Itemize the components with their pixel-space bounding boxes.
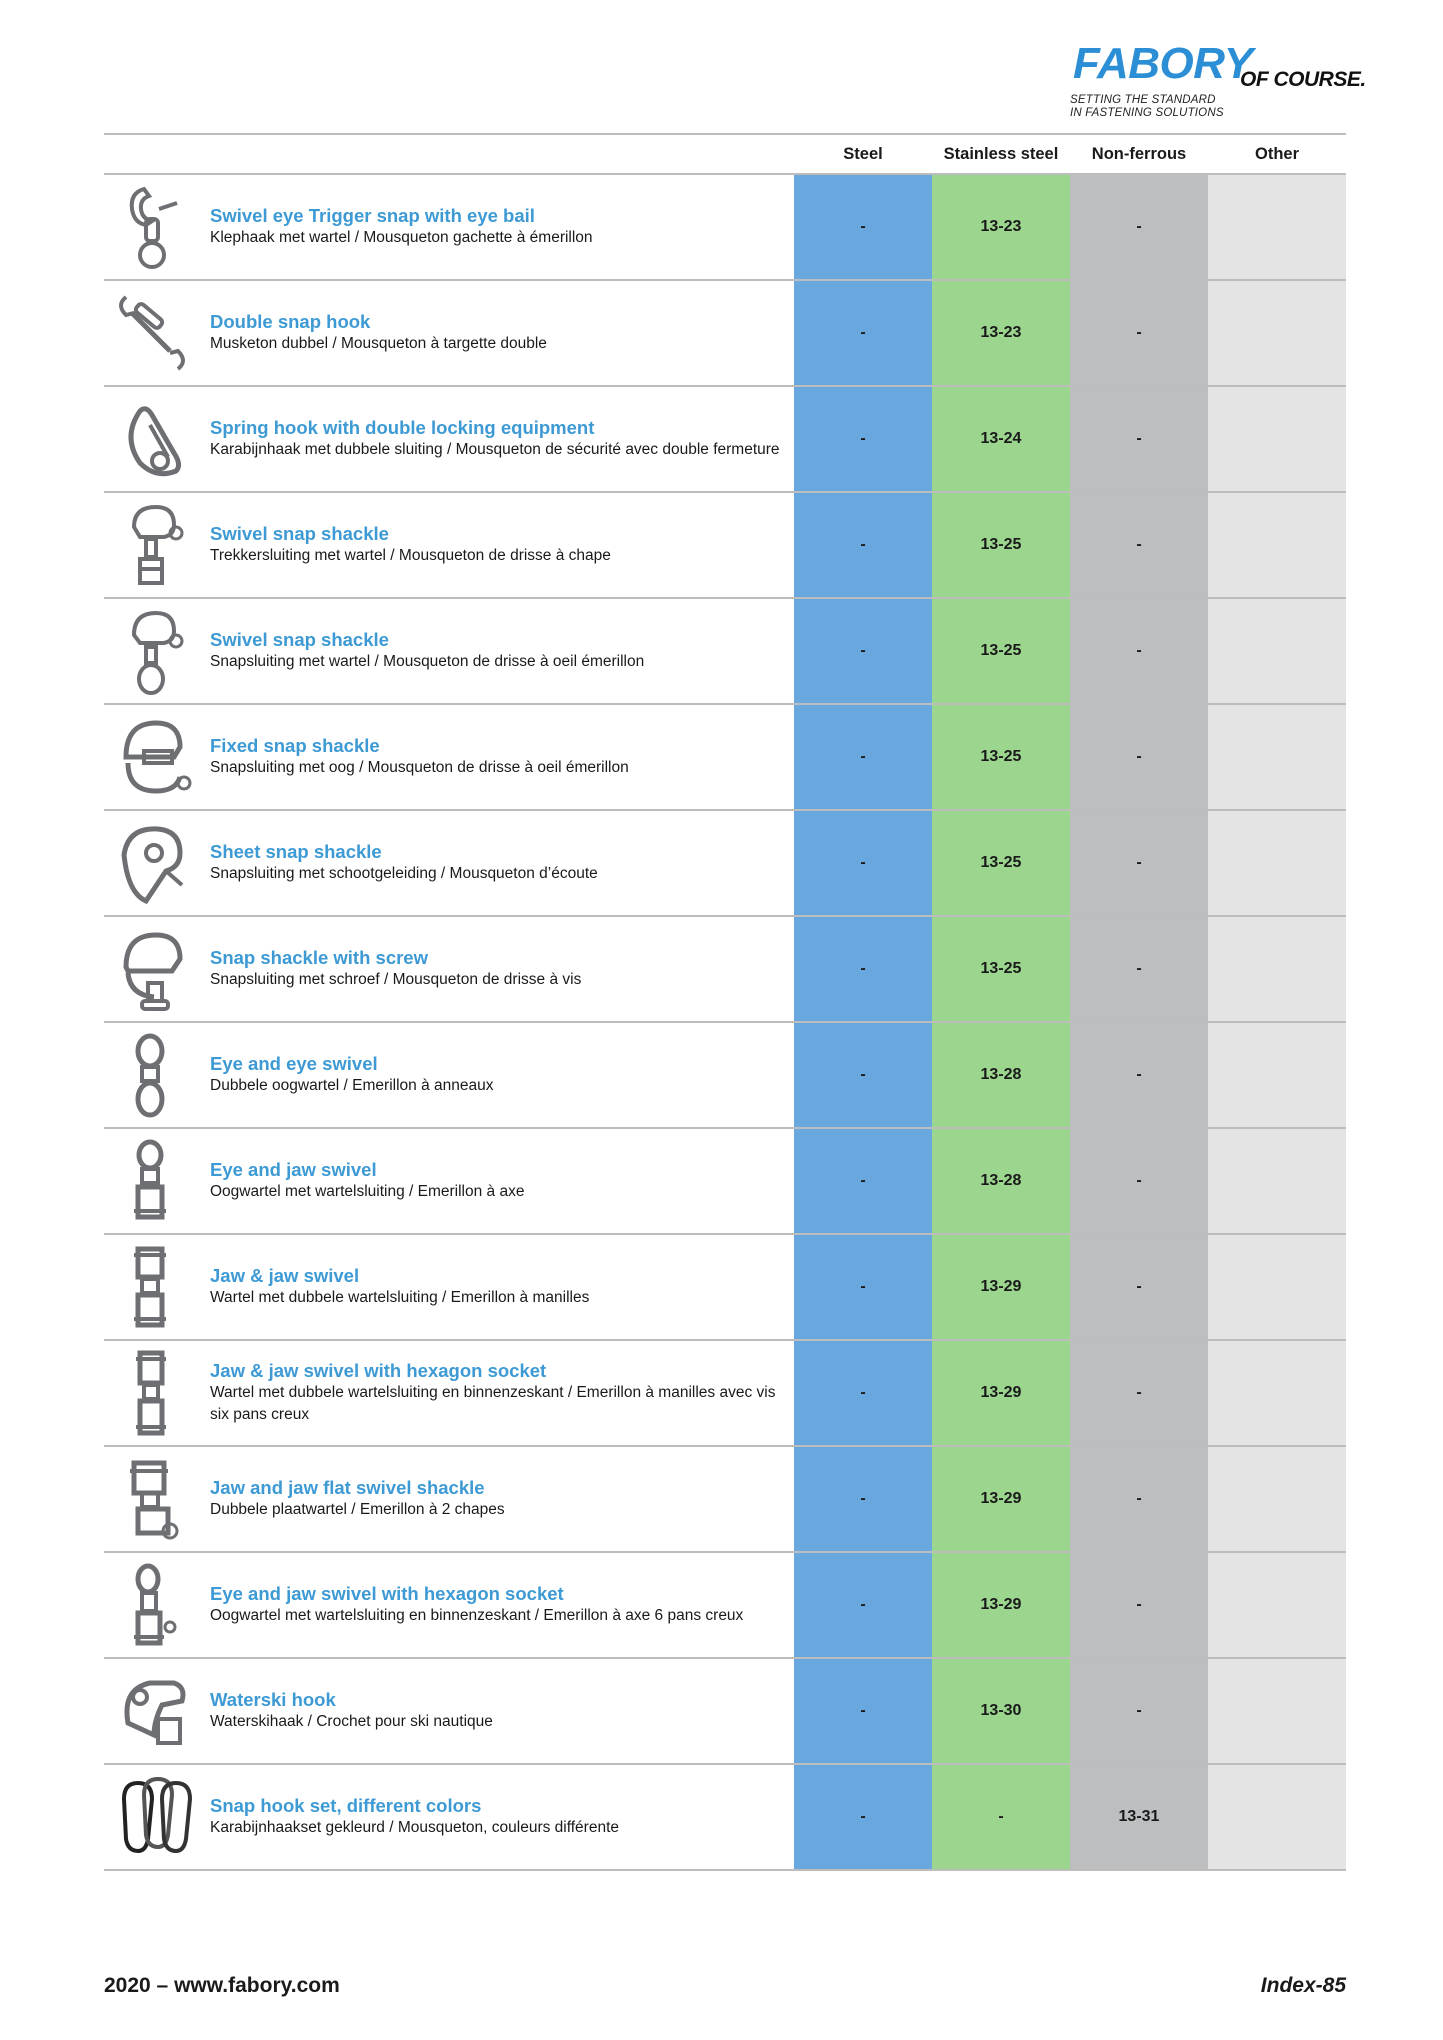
cell-steel: - [794,1765,932,1869]
cell-stainless-steel: 13-29 [932,1235,1070,1339]
product-translation: Dubbele oogwartel / Emerillon à anneaux [210,1077,494,1094]
product-title: Fixed snap shackle [210,735,380,756]
product-title: Eye and eye swivel [210,1053,378,1074]
header-stainless-steel: Stainless steel [943,145,1059,163]
cell-other [1208,1447,1346,1551]
cell-steel: - [794,1447,932,1551]
table-row [104,1235,1346,1341]
cell-stainless-steel: 13-23 [932,175,1070,279]
cell-non-ferrous: - [1070,493,1208,597]
product-title: Jaw and jaw flat swivel shackle [210,1477,485,1498]
table-row [104,387,1346,493]
brand-tagline-line-1: SETTING THE STANDARD [1070,94,1216,106]
cell-non-ferrous: - [1070,1023,1208,1127]
header-non-ferrous: Non-ferrous [1091,145,1187,163]
cell-non-ferrous: 13-31 [1070,1765,1208,1869]
product-description [210,811,780,915]
product-description [210,1659,780,1763]
table-row [104,1341,1346,1447]
product-description [210,1023,780,1127]
product-description [210,175,780,279]
product-description [210,1447,780,1551]
product-description [210,1235,780,1339]
product-title: Sheet snap shackle [210,841,382,862]
cell-non-ferrous: - [1070,1659,1208,1763]
product-title: Snap hook set, different colors [210,1795,482,1816]
cell-other [1208,705,1346,809]
fixed-snap-shackle-icon [104,709,200,805]
table-header [104,133,1346,175]
product-description [210,1129,780,1233]
brand-tagline-line-2: IN FASTENING SOLUTIONS [1070,107,1224,119]
table-row [104,917,1346,1023]
cell-steel: - [794,1659,932,1763]
cell-other [1208,1765,1346,1869]
product-translation: Snapsluiting met schootgeleiding / Mousqueton d’écoute [210,865,598,882]
table-row [104,175,1346,281]
cell-stainless-steel: 13-23 [932,281,1070,385]
cell-stainless-steel: - [932,1765,1070,1869]
eye-jaw-swivel-hex-icon [104,1557,200,1653]
jaw-flat-swivel-shackle-icon [104,1451,200,1547]
jaw-jaw-swivel-icon [104,1239,200,1335]
table-row [104,1553,1346,1659]
sheet-snap-shackle-icon [104,815,200,911]
cell-non-ferrous: - [1070,1129,1208,1233]
cell-non-ferrous: - [1070,281,1208,385]
table-row [104,1659,1346,1765]
cell-stainless-steel: 13-24 [932,387,1070,491]
product-translation: Wartel met dubbele wartelsluiting / Emerillon à manilles [210,1289,590,1306]
cell-non-ferrous: - [1070,705,1208,809]
table-row [104,1447,1346,1553]
eye-eye-swivel-icon [104,1027,200,1123]
double-snap-hook-icon [104,285,200,381]
product-description [210,917,780,1021]
cell-other [1208,1235,1346,1339]
product-translation: Trekkersluiting met wartel / Mousqueton de drisse à chape [210,547,611,564]
waterski-hook-icon [104,1663,200,1759]
brand-name: FABORY [1073,39,1253,88]
cell-other [1208,387,1346,491]
cell-stainless-steel: 13-25 [932,493,1070,597]
cell-steel: - [794,387,932,491]
product-title: Waterski hook [210,1689,336,1710]
cell-stainless-steel: 13-29 [932,1341,1070,1445]
product-translation: Oogwartel met wartelsluiting en binnenzeskant / Emerillon à axe 6 pans creux [210,1607,744,1624]
product-translation: Karabijnhaakset gekleurd / Mousqueton, couleurs différente [210,1819,620,1836]
cell-other [1208,1659,1346,1763]
product-translation: Dubbele plaatwartel / Emerillon à 2 chapes [210,1501,505,1518]
cell-stainless-steel: 13-25 [932,917,1070,1021]
table-row [104,1129,1346,1235]
product-description [210,705,780,809]
table-row [104,1765,1346,1871]
spring-hook-icon [104,391,200,487]
footer-website: 2020 – www.fabory.com [104,1974,340,1997]
snap-shackle-screw-icon [104,921,200,1017]
table-row [104,599,1346,705]
swivel-snap-shackle-icon [104,497,200,593]
cell-non-ferrous: - [1070,599,1208,703]
cell-other [1208,1553,1346,1657]
header-steel: Steel [843,145,883,163]
jaw-jaw-swivel-hex-icon [104,1345,200,1441]
cell-stainless-steel: 13-29 [932,1553,1070,1657]
cell-steel: - [794,175,932,279]
cell-other [1208,493,1346,597]
cell-non-ferrous: - [1070,1341,1208,1445]
product-title: Swivel snap shackle [210,629,389,650]
cell-other [1208,917,1346,1021]
cell-steel: - [794,281,932,385]
cell-steel: - [794,1023,932,1127]
brand-logo [1070,40,1370,130]
table-row [104,493,1346,599]
product-description [210,599,780,703]
cell-stainless-steel: 13-28 [932,1129,1070,1233]
eye-jaw-swivel-icon [104,1133,200,1229]
cell-stainless-steel: 13-25 [932,599,1070,703]
cell-steel: - [794,811,932,915]
cell-non-ferrous: - [1070,917,1208,1021]
product-description [210,1553,780,1657]
cell-other [1208,1341,1346,1445]
cell-steel: - [794,705,932,809]
cell-steel: - [794,493,932,597]
cell-non-ferrous: - [1070,387,1208,491]
cell-stainless-steel: 13-25 [932,811,1070,915]
product-translation: Waterskihaak / Crochet pour ski nautique [210,1713,493,1730]
cell-other [1208,1129,1346,1233]
cell-stainless-steel: 13-30 [932,1659,1070,1763]
product-title: Eye and jaw swivel with hexagon socket [210,1583,564,1604]
product-index-table [104,133,1346,1871]
cell-other [1208,1023,1346,1127]
cell-other [1208,811,1346,915]
cell-non-ferrous: - [1070,1235,1208,1339]
cell-other [1208,599,1346,703]
cell-steel: - [794,1129,932,1233]
product-description [210,493,780,597]
cell-other [1208,281,1346,385]
product-description [210,387,780,491]
product-translation: Snapsluiting met schroef / Mousqueton de drisse à vis [210,971,582,988]
cell-steel: - [794,1235,932,1339]
product-translation: Karabijnhaak met dubbele sluiting / Mousqueton de sécurité avec double fermeture [210,441,780,458]
cell-steel: - [794,599,932,703]
product-translation: Oogwartel met wartelsluiting / Emerillon à axe [210,1183,525,1200]
product-translation: Klephaak met wartel / Mousqueton gachette à émerillon [210,229,593,246]
footer-page-number: Index-85 [1260,1974,1346,1997]
cell-non-ferrous: - [1070,811,1208,915]
product-translation: Musketon dubbel / Mousqueton à targette double [210,335,547,352]
product-title: Jaw & jaw swivel with hexagon socket [210,1360,547,1381]
product-description [210,281,780,385]
cell-non-ferrous: - [1070,1553,1208,1657]
swivel-snap-shackle-eye-icon [104,603,200,699]
product-title: Swivel eye Trigger snap with eye bail [210,205,535,226]
product-title: Eye and jaw swivel [210,1159,377,1180]
product-title: Snap shackle with screw [210,947,428,968]
table-row [104,1023,1346,1129]
cell-other [1208,175,1346,279]
product-translation: Snapsluiting met wartel / Mousqueton de drisse à oeil émerillon [210,653,645,670]
brand-suffix: OF COURSE. [1240,68,1366,91]
product-description [210,1765,780,1869]
cell-steel: - [794,1341,932,1445]
product-translation: Wartel met dubbele wartelsluiting en binnenzeskant / Emerillon à manilles avec vis six pans creux [210,1384,776,1423]
cell-stainless-steel: 13-29 [932,1447,1070,1551]
table-row [104,811,1346,917]
product-title: Jaw & jaw swivel [210,1265,360,1286]
brand-tagline [1070,94,1224,120]
trigger-snap-icon [104,179,200,275]
cell-non-ferrous: - [1070,1447,1208,1551]
cell-steel: - [794,917,932,1021]
cell-non-ferrous: - [1070,175,1208,279]
cell-steel: - [794,1553,932,1657]
header-other: Other [1254,145,1299,163]
table-row [104,281,1346,387]
product-translation: Snapsluiting met oog / Mousqueton de drisse à oeil émerillon [210,759,629,776]
snap-hook-set-icon [104,1769,200,1865]
product-title: Double snap hook [210,311,371,332]
table-row [104,705,1346,811]
product-description [210,1341,780,1445]
cell-stainless-steel: 13-25 [932,705,1070,809]
product-title: Swivel snap shackle [210,523,389,544]
product-title: Spring hook with double locking equipment [210,417,595,438]
cell-stainless-steel: 13-28 [932,1023,1070,1127]
